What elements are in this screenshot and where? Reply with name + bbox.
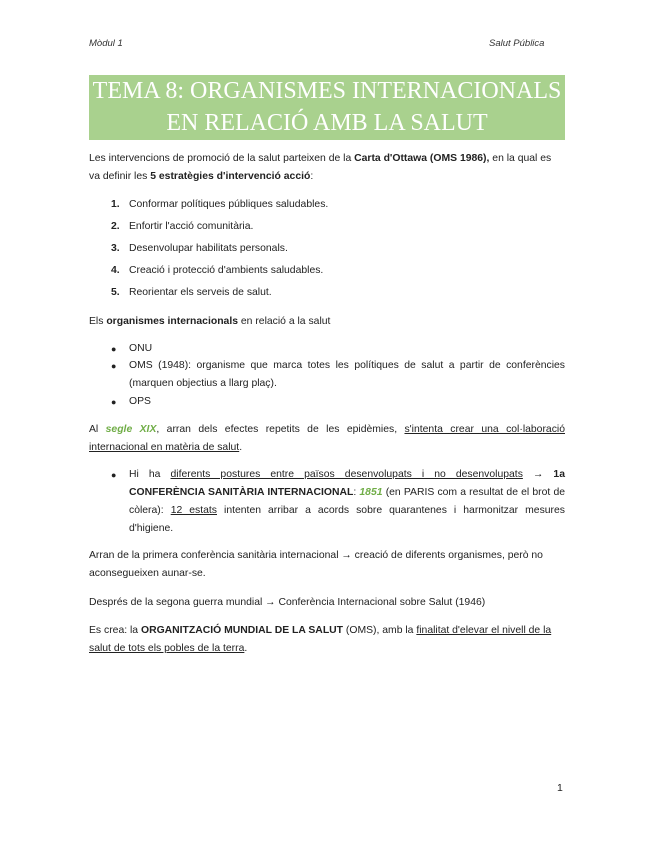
conference-text bbox=[129, 466, 565, 538]
list-item bbox=[111, 218, 253, 236]
list-item bbox=[111, 262, 323, 280]
oms-creation-paragraph bbox=[89, 622, 565, 658]
bullet-icon: ● bbox=[111, 397, 117, 407]
list-text: Desenvolupar habilitats personals. bbox=[129, 243, 288, 254]
header-module: Mòdul 1 bbox=[89, 38, 123, 49]
s19-text-3: . bbox=[239, 442, 243, 453]
list-number: 3. bbox=[111, 243, 120, 254]
arrow-icon: → bbox=[522, 469, 554, 480]
s19-underline: s'intenta crear una col·laboració internacional en matèria de salut bbox=[89, 424, 565, 453]
crea-text: Es crea: la bbox=[89, 625, 141, 636]
ottawa-charter: Carta d'Ottawa (OMS 1986), bbox=[354, 153, 490, 164]
list-number: 5. bbox=[111, 287, 120, 298]
list-text: Enfortir l'acció comunitària. bbox=[129, 221, 254, 232]
crea-text-2: (OMS), amb la bbox=[343, 625, 417, 636]
s19-highlight: segle XIX bbox=[105, 424, 157, 435]
conf-states: 12 estats bbox=[170, 505, 217, 516]
conf-bold: 1a CONFERÈNCIA SANITÀRIA INTERNACIONAL bbox=[129, 469, 565, 498]
title-line-2: EN RELACIÓ AMB LA SALUT bbox=[166, 110, 488, 136]
list-item bbox=[111, 340, 565, 358]
crea-text-3: . bbox=[244, 643, 248, 654]
list-text: Conformar polítiques públiques saludables. bbox=[129, 199, 329, 210]
arran-paragraph: Arran de la primera conferència sanitària internacional → creació de diferents organismes, però no aconsegueixen aunar-se. bbox=[89, 550, 543, 579]
org-oms: OMS (1948): organisme que marca totes les polítiques de salut a partir de conferències (marquen objectius a llarg plaç). bbox=[129, 360, 565, 389]
strategies-bold: 5 estratègies d'intervenció acció bbox=[150, 171, 311, 182]
segle-xix-paragraph bbox=[89, 421, 565, 457]
list-number: 1. bbox=[111, 199, 120, 210]
header-subject: Salut Pública bbox=[489, 38, 545, 49]
s19-text: Al bbox=[89, 424, 106, 435]
s19-text-2: , arran dels efectes repetits de les epidèmies, bbox=[156, 424, 405, 435]
conf-text-3: (en PARIS com a resultat de el brot de còlera): bbox=[129, 487, 566, 516]
intro-paragraph bbox=[89, 150, 565, 186]
org-ops: OPS bbox=[129, 396, 151, 407]
conf-text-4: intenten arribar a acords sobre quarantenes i harmonitzar mesures d'higiene. bbox=[129, 505, 565, 534]
intro-text-2: en la qual es va definir les bbox=[89, 153, 552, 182]
list-item bbox=[111, 196, 328, 214]
bullet-icon: ● bbox=[111, 361, 117, 371]
list-item bbox=[111, 357, 565, 393]
intro-text: Les intervencions de promoció de la salut parteixen de la bbox=[89, 153, 355, 164]
crea-bold: ORGANITZACIÓ MUNDIAL DE LA SALUT bbox=[140, 625, 344, 636]
conf-text-2: : bbox=[353, 487, 360, 498]
list-item bbox=[111, 393, 565, 411]
intro-text-3: : bbox=[310, 171, 314, 182]
list-item bbox=[111, 284, 272, 302]
orgs-intro-text: Els bbox=[89, 316, 107, 327]
org-onu: ONU bbox=[129, 343, 153, 354]
orgs-intro-text-2: en relació a la salut bbox=[238, 316, 331, 327]
bullet-icon: ● bbox=[111, 344, 117, 354]
title-line-1: TEMA 8: ORGANISMES INTERNACIONALS bbox=[92, 78, 562, 104]
conf-underline: diferents postures entre països desenvolupats i no desenvolupats bbox=[170, 469, 523, 480]
title-banner bbox=[89, 75, 565, 140]
page-number: 1 bbox=[557, 782, 563, 794]
conf-year: 1851 bbox=[359, 487, 383, 498]
list-item bbox=[111, 240, 288, 258]
list-number: 4. bbox=[111, 265, 120, 276]
list-text: Reorientar els serveis de salut. bbox=[129, 287, 272, 298]
list-text: Creació i protecció d'ambients saludables. bbox=[129, 265, 324, 276]
orgs-intro-bold: organismes internacionals bbox=[106, 316, 238, 327]
list-item bbox=[111, 466, 565, 538]
list-number: 2. bbox=[111, 221, 120, 232]
conf-text: Hi ha bbox=[129, 469, 171, 480]
orgs-intro bbox=[89, 313, 565, 331]
bullet-icon: ● bbox=[111, 470, 117, 480]
despres-paragraph: Després de la segona guerra mundial → Conferència Internacional sobre Salut (1946) bbox=[89, 597, 486, 608]
crea-underline: finalitat d'elevar el nivell de la salut de tots els pobles de la terra bbox=[89, 625, 552, 654]
